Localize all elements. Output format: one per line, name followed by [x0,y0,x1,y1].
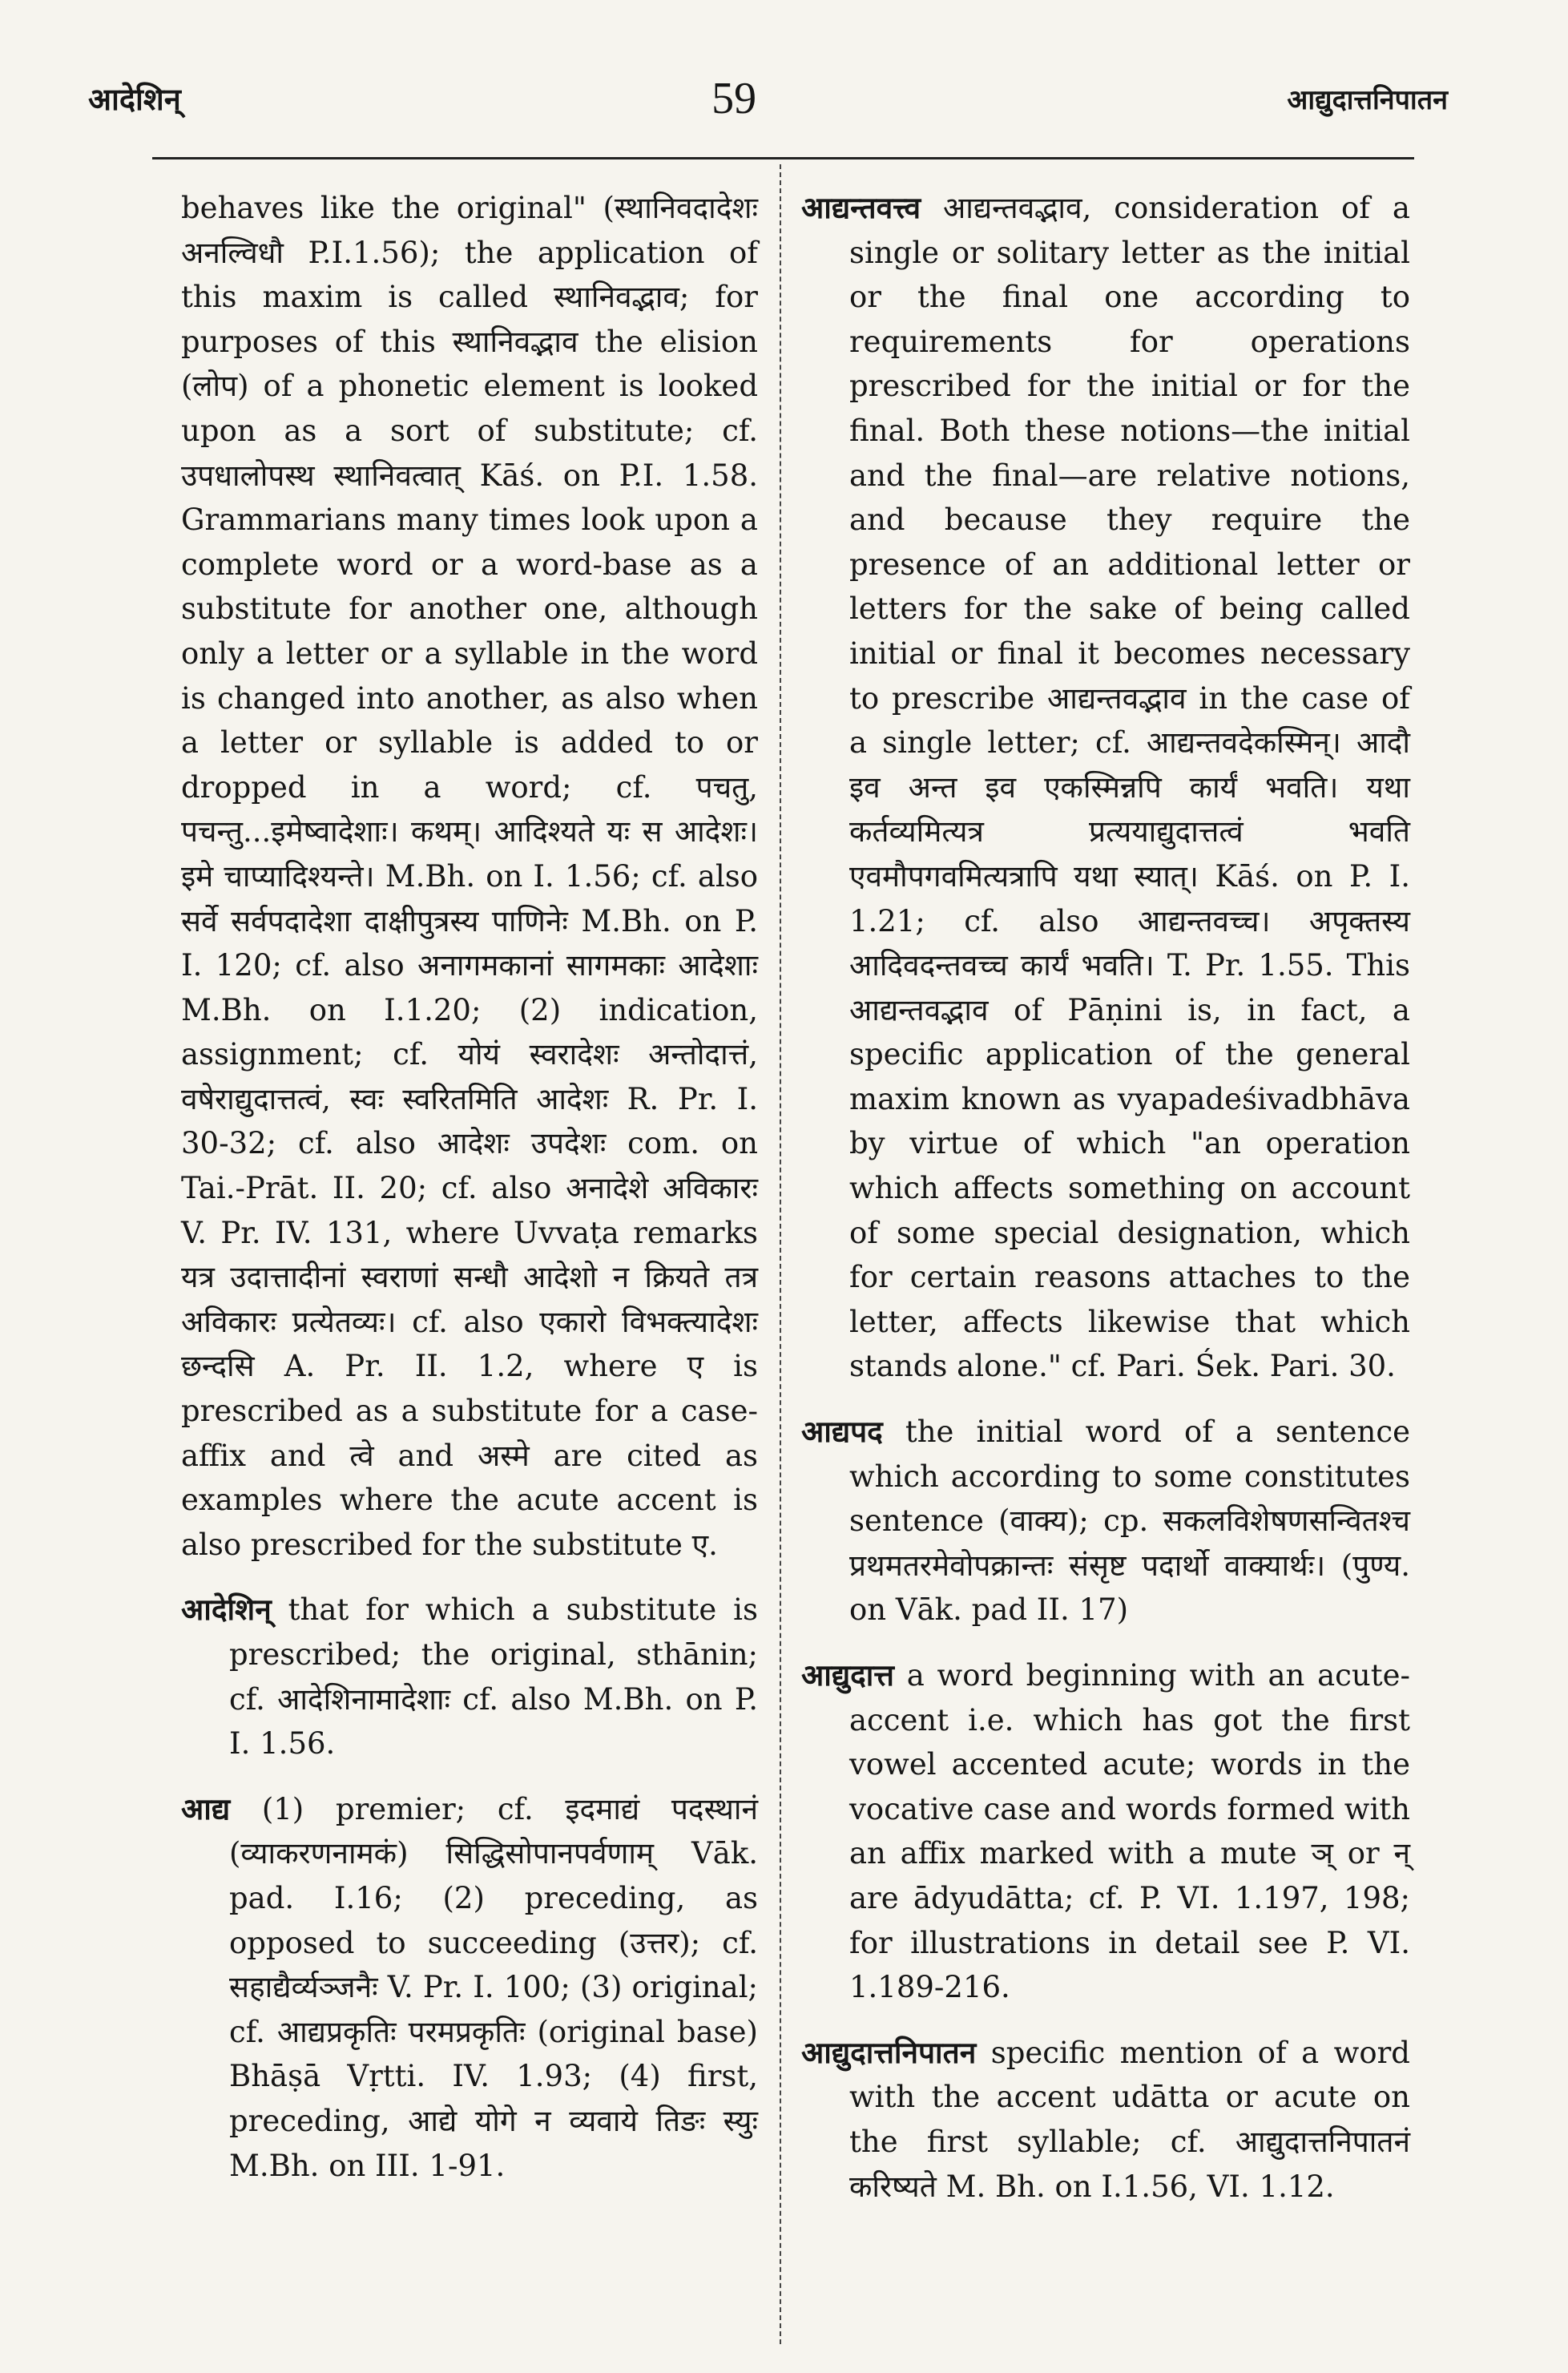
entry-headword: आदेशिन् [181,1592,272,1628]
page-number: 59 [711,74,757,123]
entry-headword: आद्युदात्त [801,1657,894,1693]
entry-definition: the initial word of a sentence which according to some constitutes sentence (वाक्य); cp. सकलविशेषणसन्वितश्च प्रथमतरमेवोपक्रान्तः संसृष्ट पदार्थो वाक्यार्थः। (पुण्य. on Vāk. pad II. 17) [849,1415,1410,1628]
dictionary-entry [181,1588,758,1766]
entry-headword: आद्यन्तवत्त्व [801,190,921,225]
entry-definition: specific mention of a word with the accent udātta or acute on the first syllable; cf. आद्युदात्तनिपातनं करिष्यते M. Bh. on I.1.56, VI. 1.12. [849,2035,1410,2204]
entry-headword: आद्युदात्तनिपातन [801,2034,977,2070]
right-running-headword: आद्युदात्तनिपातन [1287,84,1448,116]
entry-definition: आद्यन्तवद्भाव, consideration of a single or solitary letter as the initial or the final one according to requirements for operations prescribed for the initial or for the final. Both these notions—the initial and the final—are relative notions, and because they require the presence of an additional letter or letters for the sake of being called initial or final it becomes necessary to prescribe आद्यन्तवद्भाव in the case of a single letter; cf. आद्यन्तवदेकस्मिन्। आदौ इव अन्त इव एकस्मिन्नपि कार्यं भवति। यथा कर्तव्यमित्यत्र प्रत्ययाद्युदात्तत्वं भवति एवमौपगवमित्यत्रापि यथा स्यात्। Kāś. on P. I. 1.21; cf. also आद्यन्तवच्च। अपृक्तस्य आदिवदन्तवच्च कार्यं भवति। T. Pr. 1.55. This आद्यन्तवद्भाव of Pāṇini is, in fact, a specific application of the general maxim known as vyapadeśivadbhāva by virtue of which "an operation which affects something on account of some special designation, which for certain reasons attaches to the letter, affects likewise that which stands alone." cf. Pari. Śek. Pari. 30. [849,191,1410,1384]
entry-definition: a word beginning with an acute-accent i.e. which has got the first vowel accented acute; words in the vocative case and words formed with an affix marked with a mute ञ् or न् are ādyudātta; cf. P. VI. 1.197, 198; for illustrations in detail see P. VI. 1.189-216. [849,1658,1410,2005]
left-running-headword: आदेशिन् [88,81,181,117]
dictionary-entry [801,1653,1410,2010]
continued-entry-text: behaves like the original" (स्थानिवदादेशः अनल्विधौ P.I.1.56); the application of this maxim is called स्थानिवद्भाव; for purposes of this स्थानिवद्भाव the elision (लोप) of a phonetic element is looked upon as a sort of substitute; cf. उपधालोपस्थ स्थानिवत्वात् Kāś. on P.I. 1.58. Grammarians many times look upon a complete word or a word-base as a substitute for another one, although only a letter or a syllable in the word is changed into another, as also when a letter or syllable is added to or dropped in a word; cf. पचतु, पचन्तु...इमेष्वादेशाः। कथम्। आदिश्यते यः स आदेशः। इमे चाप्यादिश्यन्ते। M.Bh. on I. 1.56; cf. also सर्वे सर्वपदादेशा दाक्षीपुत्रस्य पाणिनेः M.Bh. on P. I. 120; cf. also अनागमकानां सागमकाः आदेशाः M.Bh. on I.1.20; (2) indication, assignment; cf. योयं स्वरादेशः अन्तोदात्तं, वषेराद्युदात्तत्वं, स्वः स्वरितमिति आदेशः R. Pr. I. 30-32; cf. also आदेशः उपदेशः com. on Tai.-Prāt. II. 20; cf. also अनादेशे अविकारः V. Pr. IV. 131, where Uvvaṭa remarks यत्र उदात्तादीनां स्वराणां सन्धौ आदेशो न क्रियते तत्र अविकारः प्रत्येतव्यः। cf. also एकारो विभक्त्यादेशः छन्दसि A. Pr. II. 1.2, where ए is prescribed as a substitute for a case-affix and त्वे and अस्मे are cited as examples where the acute accent is also prescribed for the substitute ए. [181,191,758,1562]
column-divider [780,164,781,2344]
entry-definition: that for which a substitute is prescribed; the original, sthānin; cf. आदेशिनामादेशाः cf. also M.Bh. on P. I. 1.56. [229,1592,758,1762]
dictionary-entry [181,1787,758,2188]
left-column [181,186,758,2188]
entry-definition: (1) premier; cf. इदमाद्यं पदस्थानं (व्याकरणनामकं) सिद्धिसोपानपर्वणाम् Vāk. pad. I.16; (2) preceding, as opposed to succeeding (उत्तर); cf. सहाद्यैर्व्यञ्जनैः V. Pr. I. 100; (3) original; cf. आद्यप्रकृतिः परमप्रकृतिः (original base) Bhāṣā Vṛtti. IV. 1.93; (4) first, preceding, आद्ये योगे न व्यवाये तिङः स्युः M.Bh. on III. 1-91. [229,1791,758,2183]
dictionary-entry [801,1410,1410,1632]
entry-headword: आद्य [181,1790,231,1826]
running-header [88,71,1448,127]
dictionary-entry [801,186,1410,1389]
entry-headword: आद्यपद [801,1414,883,1450]
right-column [801,186,1410,2209]
header-rule [152,157,1414,159]
dictionary-entry [801,2031,1410,2209]
